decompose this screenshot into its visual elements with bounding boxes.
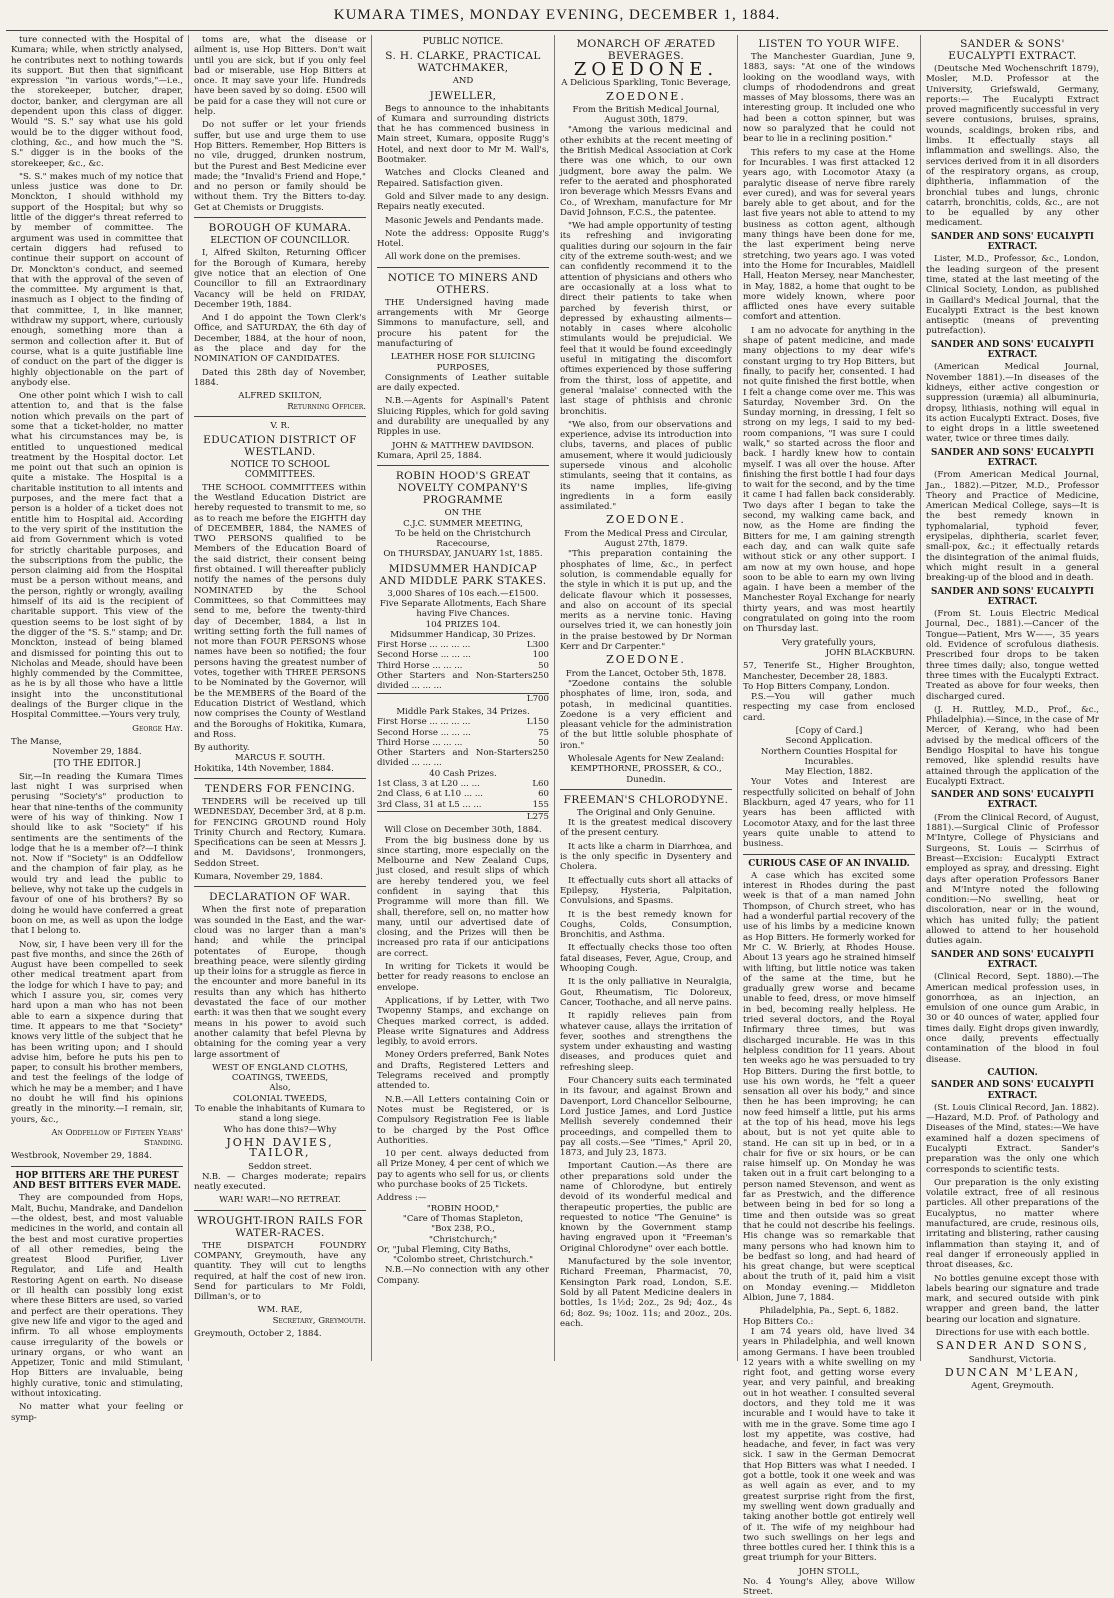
borough-heading: BOROUGH OF KUMARA.: [208, 222, 352, 235]
letter-paragraph: ture connected with the Hospital of Kumara; while, when strictly analysed, he contributes next to nothing towards its support. But then that significant expression "in various words,"—i.e., the storekeeper, butcher, draper, doctor, banker, and clergyman are all dependent upon this class of digger. Would "S. S." say what use his gold would be to the digger without food, clothing, &c., and how much the "S. S." digger is in the books of the storekeeper, &c., &c.: [11, 35, 183, 169]
prize-row: 3rd Class, 31 at L5 ... ... 155: [377, 799, 549, 810]
hop-bitters-heading: HOP BITTERS ARE THE PUREST AND BEST BITTERS EVER MADE.: [13, 1170, 181, 1192]
sander-heading: SANDER & SONS' EUCALYPTI EXTRACT.: [948, 38, 1077, 62]
ad-paragraph: Four Chancery suits each terminated in its favour, and against Brown and Davenport, Lord Chancellor Selbourne, Lord Justice James, and Lord Justice Mellish severely condemned their proceedings, and compelled them to pay all costs.—See "Times," April 20, 1873, and July 23, 1873.: [560, 1076, 732, 1159]
tailor-address: Seddon street.: [248, 1161, 312, 1172]
prize-row: First Horse ... ... ... ... L300: [377, 640, 549, 651]
divider: [194, 1210, 366, 1211]
sander-location: Sandhurst, Victoria.: [968, 1354, 1057, 1365]
letter-closing: Very gratefully yours,: [781, 637, 877, 648]
agents-city: Dunedin.: [626, 774, 666, 785]
ad-address: "Box 238, P.O.,: [431, 1224, 495, 1235]
ad-paragraph: Begs to announce to the inhabitants of Kumara and surrounding districts that he has commenced business in Main street, Kumara, opposite Rugg's Hotel, and next door to Mr M. Wall's, Bootmaker.: [377, 103, 549, 166]
education-subheading: NOTICE TO SCHOOL COMMITTEES.: [230, 460, 330, 481]
ad-paragraph: Consignments of Leather suitable are daily expected.: [377, 372, 549, 394]
column-4: [555, 35, 738, 1361]
ad-paragraph: Important Caution.—As there are other preparations sold under the name of Chlorodyne, but entirely devoid of its wonderful medical and therapeutic properties, the public are requested to notice "The Genuine" is known by the Government stamp having engraved upon it "Freeman's Original Chlorodyne" over each bottle.: [560, 1161, 732, 1254]
letter-paragraph: Sir,—In reading the Kumara Times last night I was surprised when perusing "Society's" production to hear that nine-tenths of the community were of his way of thinking. Now I should like to ask "Society" if his sentiments are the sentiments of the lodge that he is a member of?—I think not. Now if "Society" is an Oddfellow and the champion of fair play, as he would try and lead the public to believe, why not take up the cudgels in favour of one of his brothers? By so doing he would have conferred a great boon on me, as well as upon the lodge that I belong to.: [11, 771, 183, 937]
ad-paragraph: It effectually cuts short all attacks of Epilepsy, Hysteria, Palpitation, Convulsions, and Spasms.: [560, 875, 732, 907]
listen-heading: LISTEN TO YOUR WIFE.: [758, 38, 900, 50]
ad-paragraph: It is the only palliative in Neuralgia, Gout, Rheumatism, Tic Doloreux, Cancer, Toothache, and all nerve pains.: [560, 977, 732, 1008]
robin-hood-subheading: MIDSUMMER HANDICAP AND MIDDLE PARK STAKES.: [379, 562, 547, 587]
masthead: KUMARA TIMES, MONDAY EVENING, DECEMBER 1, 1884.: [6, 0, 1108, 31]
column-2: [189, 35, 372, 1361]
ad-paragraph: Applications, if by Letter, with Two Twopenny Stamps, and exchange on Cheques marked correct, is added. Please write Signatures and Address legibly, to avoid errors.: [377, 995, 549, 1048]
notice-date: Hokitika, 14th November, 1884.: [194, 763, 334, 774]
ad-paragraph: Gold and Silver made to any design. Repairs neatly executed.: [377, 191, 549, 213]
prize-table-heading: Middle Park Stakes, 34 Prizes.: [396, 706, 530, 717]
ad-text: 3,000 Shares of 10s each.—£1500.: [387, 588, 539, 599]
ad-paragraph: Manufactured by the sole inventor, Richard Freeman, Pharmacist, 70, Kensington Park road, London, S.E. Sold by all Patent Medicine dealers in bottles, 1s 1½d; 2oz., 2s 9d; 4oz., 4s 6d; 8oz. 9s; 10oz. 11s; and 20oz., 20s. each.: [560, 1257, 732, 1329]
ad-paragraph: N.B.—All Letters containing Coin or Notes must be Registered, or is Compulsory Registration Fee is liable to be charged by the Post Office Authorities.: [377, 1094, 549, 1146]
ad-paragraph: No matter what your feeling or symp-: [11, 1402, 183, 1423]
letter-recipient: To Hop Bitters Company, London.: [743, 681, 890, 692]
notice-paragraph: TENDERS will be received up till WEDNESDAY, December 3rd, at 8 p.m. for FENCING GROUND round Holy Trinity Church and Rectory, Kumara. Specifications can be seen at Messrs J. and M. Davidsons', Ironmongers, Seddon Street.: [194, 797, 366, 869]
ad-signature: WM. RAE,: [257, 1305, 303, 1316]
prize-row: 2nd Class, 6 at L10 ... ... 60: [377, 789, 549, 800]
ad-paragraph: In writing for Tickets it would be better for ready reasons to enclose an envelope.: [377, 962, 549, 993]
letter-signature: An Oddfellow of Fifteen Years' Standing.: [51, 1127, 183, 1149]
editor-heading: [TO THE EDITOR.]: [53, 759, 141, 770]
prize-total: L700: [377, 693, 549, 704]
column-1: [6, 35, 189, 1423]
chlorodyne-subheading: The Original and Only Genuine.: [576, 807, 716, 818]
prize-row: Other Starters and Non-Starters divided ... ... ... 250: [377, 748, 549, 769]
ad-paragraph: Note the address: Opposite Rugg's Hotel.: [377, 228, 549, 250]
ad-text: 104 PRIZES 104.: [425, 619, 501, 630]
sander-signature: SANDER AND SONS,: [936, 1339, 1089, 1353]
card-label: Second Application.: [785, 736, 873, 747]
letter-date: Westbrook, November 29, 1884.: [11, 1151, 152, 1162]
ad-paragraph: From the big business done by us since starting, more especially on the Melbourne and New Zealand Cups, just closed, and result slips of which are hereby tendered you, we feel confident in saying that this Programme will more than fill. We shall, therefore, sell on, no matter how many, until our advertised date of closing, and the Prizes will then be increased pro rata if our anticipations are correct.: [377, 835, 549, 959]
notice-paragraph: I, Alfred Skilton, Returning Officer for the Borough of Kumara, hereby give notice that an election of One Councillor to fill an Extraordinary Vacancy will be held on FRIDAY, December 19th, 1884.: [194, 248, 366, 310]
zoedone-heading: ZOEDONE.: [606, 89, 686, 103]
letter-signature: JOHN BLACKBURN.: [825, 647, 915, 658]
quote-paragraph: "Zoedone contains the soluble phosphates of lime, iron, soda, and potash, in medicinal quantities. Zoedone is a very efficient and pleasant vehicle for the administration of the but little soluble phosphate of iron.": [560, 678, 732, 751]
prize-table-heading: Midsummer Handicap, 30 Prizes.: [390, 629, 536, 640]
zoedone-title: ZOEDONE.: [573, 59, 719, 80]
agents-name: KEMPTHORNE, PROSSER, & CO.,: [570, 764, 722, 775]
tenders-heading: TENDERS FOR FENCING.: [204, 783, 356, 795]
ad-paragraph: (From the Clinical Record, of August, 1881).—Surgical Clinic of Professor M'Intyre, College of Physicians and Surgeons, St. Louis — Scirrhus of Breast—Excision: Eucalypti Extract employed as spray, and dressing. Eight days after operation Professors Baner and M'Intyre noted the following condition:—No swelling, heat or discoloration, near or in the wound, which has united fully; the patient allowed to attend to her household duties again.: [926, 812, 1099, 947]
ad-text: To enable the inhabitants of Kumara to stand a long siege.: [194, 1104, 366, 1125]
quote-paragraph: "We also, from our observations and experience, advise its introduction into clubs, taverns, and places of public amusement, where it would judiciously supersede vinous and alcoholic stimulants, seeing that it contains, as its name implies, life-giving ingredients in a form easily assimilated.": [560, 419, 732, 513]
divider: [194, 416, 366, 417]
notice-paragraph: THE SCHOOL COMMITTEES within the Westland Education District are hereby requested to transmit to me, so as to reach me before the EIGHTH day of DECEMBER, 1884, the NAMES of TWO PERSONS qualified to be Members of the Education Board of the said district, their consent being first obtained. I will thereafter publicly notify the names of the persons duly NOMINATED by the School Committees, so that Committees may send to me, before the twenty-third day of December, 1884, a list in writing setting forth the full names of not more than FOUR PERSONS whose names have been so notified; the four persons having the greatest number of votes, together with THREE PERSONS to be Nominated by the Governor, will be the MEMBERS of the Board of the Education District of Westland, which now comprises the County of Westland and the Boroughs of Hokitika, Kumara, and Ross.: [194, 482, 366, 740]
source-line: From the British Medical Journal, August 30th, 1879.: [572, 104, 720, 126]
letter-paragraph: One other point which I wish to call attention to, and that is the false notion which prevails on the part of some that a ticket-holder, no matter what his circumstances may be, is entitled to unquestioned medical treatment by the Hospital doctor. Let me point out that such an opinion is quite a mistake. The Hospital is a charitable institution to all intents and purposes, and the mere fact that a person is a holder of a ticket does not entitle him to Hospital aid. According to the very spirit of the institution the aid from Government which is voted for strictly charitable purposes, and the subscriptions from the public, the person claiming aid from the Hospital must be a person without means, and the person, rightly or wrongly, availing himself of its aid is the recipient of charitable support. This view of the question seems to be lost sight of by the digger of the "S. S." stamp; and Dr. Monckton, instead of being blamed and dismissed for pointing this out to Nicholas and Meade, should have been highly commended by the Committee, as he is by all those who have a little insight into the unconstitutional dealings of the Burger clique in the Hospital Committee.—Yours very truly,: [11, 391, 183, 721]
letter-date: November 29, 1884.: [52, 747, 142, 758]
divider: [194, 778, 366, 779]
sander-subheading: SANDER AND SONS' EUCALYPTI EXTRACT.: [930, 1080, 1095, 1101]
prize-row: Third Horse ... ... ... 50: [377, 737, 549, 748]
divider: [11, 1166, 183, 1167]
clarke-and: AND: [452, 76, 474, 87]
miners-heading: NOTICE TO MINERS AND OTHERS.: [387, 271, 539, 296]
source-line: From the Medical Press and Circular, August 27th, 1879.: [564, 528, 728, 550]
ad-paragraph: (J. H. Ruttley, M.D., Prof., &c., Philadelphia).—Since, in the case of Mr Mercer, of Kerang, who had been advised by the medical officers of the Bendigo Hospital to have his tongue removed, like splendid results have attained through the application of the Eucalypti Extract.: [926, 704, 1099, 787]
letter-date: Philadelphia, Pa., Sept. 6, 1882.: [759, 1306, 899, 1317]
curious-case-heading: CURIOUS CASE OF AN INVALID.: [748, 858, 910, 869]
rails-heading: WROUGHT-IRON RAILS FOR WATER-RACES.: [197, 1214, 363, 1239]
prize-row: 1st Class, 3 at L20 ... ... L60: [377, 779, 549, 790]
ad-slogan: WAR! WAR!—NO RETREAT.: [219, 1195, 341, 1206]
ad-product: LEATHER HOSE FOR SLUICING PURPOSES,: [390, 352, 536, 373]
education-heading: EDUCATION DISTRICT OF WESTLAND.: [203, 434, 357, 459]
prize-table-2: [377, 717, 549, 768]
public-notice-heading: PUBLIC NOTICE.: [422, 37, 504, 47]
monarch-heading: MONARCH OF ÆRATED BEVERAGES.: [576, 38, 716, 62]
ad-paragraph: They are compounded from Hops, Malt, Buchu, Mandrake, and Dandelion—the oldest, best, and most valuable medicines in the world, and contain all the best and most curative properties of all other remedies, being the greatest Blood Purifier, Liver Regulator, and Life and Health Restoring Agent on earth. No disease or ill health can possibly long exist where these Bitters are used, so varied and perfect are their operations. They give new life and vigor to the aged and infirm. To all whose employments cause irregularity of the bowels or urinary organs, or who want an Appetizer, Tonic and mild Stimulant, Hop Bitters are invaluable, being highly curative, tonic and stimulating, without intoxicating.: [11, 1193, 183, 1399]
divider: [377, 267, 549, 268]
ad-paragraph: (From American Medical Journal, Jan., 1882).—Pitzer, M.D., Professor Theory and Practice of Medicine, American Medical College, says—It is the best remedy known in typhomalarial, typhoid fever, erysipelas, diphtheria, scarlet fever, small-pox, &c.; it effectually retards the disintegration of the animal fluids, which might result in a general breaking-up of the blood and in death.: [926, 470, 1099, 584]
chlorodyne-heading: FREEMAN'S CHLORODYNE.: [563, 793, 729, 806]
prize-row: First Horse ... ... ... ... L150: [377, 717, 549, 728]
ad-address-label: Address :—: [377, 1193, 427, 1204]
ad-paragraph: It acts like a charm in Diarrhœa, and is the only specific in Dysentery and Cholera.: [560, 841, 732, 873]
tailor-name: JOHN DAVIES, TAILOR,: [226, 1135, 334, 1160]
ad-paragraph: THE Undersigned having made arrangements with Mr George Simmons to manufacture, sell, and procure his patent for the manufacturing of: [377, 297, 549, 349]
prize-row: Other Starters and Non-Starters divided ... ... ... 250: [377, 671, 549, 692]
ad-paragraph: Lister, M.D., Professor, &c., London, the leading surgeon of the present time, stated at the last meeting of the Clinical Society, London, as published in Gaillard's Medical Journal, that the Eucalypti Extract is the best known antiseptic (means of preventing putrefaction).: [926, 254, 1099, 337]
ad-text: C.J.C. SUMMER MEETING,: [403, 518, 523, 529]
ad-address: "ROBIN HOOD,": [426, 1203, 500, 1214]
letter-paragraph: "S. S." makes much of my notice that unless justice was done to Dr. Monckton, I should withhold my support of the Hospital; but why so little of the digger's threat referred to by member of committee. The argument was used in committee that certain diggers had refused to continue their support on account of Dr. Monckton's conduct, and seemed that with the approval of the seven of the committee. My argument is that, inasmuch as I object to the finding of that committee, I, in like manner, withdraw my support, where, curiously enough, something more than a sermon and collection after it. But of course, what is a quite justifiable line of conduct on the part of the digger is highly objectionable on the part of anybody else.: [11, 171, 183, 388]
zoedone-heading: ZOEDONE.: [606, 653, 686, 667]
article-paragraph: A case which has excited some interest in Rhodes during the past week is that of a man named John Thompson, of Church street, who has had a wonderful partial recovery of the use of his limbs by a medicine known as Hop Bitters. He formerly worked for Mr C. W. Brierly, at Rhodes House. About 13 years ago he strained himself with lifting, but little notice was taken of the same at the time, but he gradually grew worse and became unable to feed, dress, or move himself in bed, becoming really helpless. He tried several doctors, and the Royal Infirmary three times, but was discharged incurable. He was in this helpless condition for 11 years. About ten weeks ago he was persuaded to try Hop Bitters. During the first bottle, to use his own words, he "felt a queer sensation all over his body," and since then he has been improving; he can now feed himself a little, put his arms at the top of his head, move his legs about, but is not yet quite able to stand. He can sit up in bed, or in a chair for five or six hours, or be can raise himself up. On Monday he was taken out in a fruit cart belonging to a person named Stevenson, and went as far as Prestwich, and the difference between being in bed for so long a time and then outside was so great that he could not describe his feelings. His change was so remarkable that many persons who had known him to be bedfast so long, and had heard of his great change, but were sceptical about the truth of it, paid him a visit on Monday evening.— Middleton Albion, June 7, 1884.: [743, 870, 915, 1304]
ad-paragraph: Watches and Clocks Cleaned and Repaired. Satisfaction given.: [377, 168, 549, 189]
letter-paragraph: I am 74 years old, have lived 34 years in Philadelphia, and well known among Germans. I have been troubled 12 years with a white swelling on my right foot, and getting worse every year, and very painful, and breaking out in hot weather. I consulted several doctors, and they told me it was incurable and I would have to take it with me in the grave. Some time ago I lost my appetite, was costive, had headache, and fever, in fact was very sick. I saw in the German Democrat that Hop Bitters was what I needed. I got a bottle, took it one week and was as well again as ever, and to my greatest surprise right from the first, my swelling went down gradually and taking another bottle got entirely well of it. The wife of my neighbour had two such swellings on her legs and three bottles cured her. I think this is a great triumph for your Bitters.: [743, 1326, 915, 1564]
column-6: [921, 35, 1104, 1392]
ad-signature: JOHN & MATTHEW DAVIDSON.: [392, 440, 534, 451]
sander-subheading: SANDER AND SONS' EUCALYPTI EXTRACT.: [930, 339, 1095, 361]
quote-paragraph: "Among the various medicinal and other exhibits at the recent meeting of the British Medical Association at Cork there was one which, to our own judgment, bore away the palm. We refer to the aerated and phosphorated iron beverage which Messrs Evans and Co., of Wrexham, manufacture for Mr David Johnson, F.C.S., the patentee.: [560, 125, 732, 218]
ad-goods: WEST OF ENGLAND CLOTHS, COATINGS, TWEEDS,: [212, 1062, 348, 1084]
column-3: [372, 35, 555, 1361]
royal-cipher: V. R.: [270, 420, 290, 431]
ad-text: Five Separate Allotments, Each Share having Five Chances.: [379, 598, 547, 620]
letter-address: 57, Tenerife St., Higher Broughton, Manchester, December 28, 1883.: [743, 661, 915, 682]
divider: [194, 217, 366, 218]
ad-paragraph: It is the greatest medical discovery of the present century.: [560, 818, 732, 839]
ad-text: To be held on the Christchurch Racecourse,: [395, 528, 531, 550]
divider: [560, 789, 732, 790]
sander-subheading: SANDER AND SONS' EUCALYPTI EXTRACT.: [930, 231, 1095, 253]
prize-row: Second Horse ... ... ... 100: [377, 650, 549, 661]
ad-paragraph: (Deutsche Med Wochenschrift 1879), Mosler, M.D. Professor at the University, Griefswald, Germany, reports:— The Eucalypti Extract proved magnificently successful in very severe contusions, bruises, sprains, wounds, scaldings, broken ribs, and limbs. It effectually stays all inflammation and swellings. Also, the services derived from it in all disorders of the respiratory organs, as croup, diphtheria, inflammation of the bronchial tubes and lungs, chronic catarrh, bronchitis, colds, &c., are not to be equalled by any other medicament.: [926, 64, 1099, 229]
ad-signature-title: Secretary, Greymouth.: [272, 1315, 366, 1326]
column-5: [738, 35, 921, 1598]
notice-paragraph: Dated this 28th day of November, 1884.: [194, 367, 366, 388]
ad-paragraph: (American Medical Journal, November 1881).—In diseases of the kidneys, either active congestion or suppression (uræmia) all albuminuria, dropsy, lithiasis, nothing will equal in its action Eucalypti Extract. Doses, five to eight drops in a little sweetened water, twice or three times daily.: [926, 362, 1099, 445]
ad-address: "Christchurch;": [429, 1234, 497, 1245]
ad-paragraph: Money Orders preferred, Bank Notes and Drafts, Registered Letters and Telegrams received and promptly attended to.: [377, 1050, 549, 1092]
ad-paragraph: N.B. — Charges moderate; repairs neatly executed.: [194, 1171, 366, 1193]
sander-subheading: SANDER AND SONS' EUCALYPTI EXTRACT.: [930, 949, 1095, 970]
letter-place: The Manse,: [11, 736, 62, 747]
card-label: [Copy of Card.]: [795, 726, 863, 736]
card-paragraph: Your Votes and Interest are respectfully solicited on behalf of John Blackburn, aged 47 years, who for 11 years has been afflicted with Locomotor Ataxy, and for the last three years quite unable to attend to business.: [743, 777, 915, 850]
caution-heading: CAUTION.: [987, 1067, 1038, 1078]
divider: [194, 886, 366, 887]
ad-date: Kumara, April 25, 1884.: [377, 450, 482, 461]
ad-text: ON THE: [444, 508, 482, 519]
ad-text: Will Close on December 30th, 1884.: [384, 825, 542, 836]
prize-total: L275: [377, 811, 549, 822]
ad-paragraph: It effectually checks those too often fatal diseases, Fever, Ague, Croup, and Whooping Cough.: [560, 943, 732, 975]
letter-paragraph: Now, sir, I have been very ill for the past five months, and since the 26th of August have been compelled to seek other medical treatment apart from the lodge for which I have to pay; and which I assure you, sir, comes very hard upon a man who has not been able to earn a sixpence during that time. It appears to me that "Society" knows very little of the subject that he has been writing upon; and I should advise him, before he puts his pen to paper, to consult his brother members, and test the feelings of the lodge of which he may be a member; and I have no doubt he will find his opinions greatly in the minority.—I remain, sir, yours, &c.,: [11, 939, 183, 1125]
clarke-jeweller: JEWELLER,: [429, 89, 497, 102]
ad-paragraph: Do not suffer or let your friends suffer, but use and urge them to use Hop Bitters. Remember, Hop Bitters is no vile, drugged, drunken nostrum, but the Purest and Best Medicine ever made; the "Invalid's Friend and Hope," and no person or family should be without them. Try the Bitters to-day. Get at Chemists or Druggists.: [194, 120, 366, 213]
newspaper-page: [0, 31, 1114, 1598]
ad-paragraph: All work done on the premises.: [385, 252, 521, 263]
prize-table-1: [377, 640, 549, 691]
ad-paragraph: N.B.—Agents for Aspinall's Patent Sluicing Ripples, which for gold saving and durability are unequalled by any Ripples in use.: [377, 396, 549, 438]
sander-subheading: SANDER AND SONS' EUCALYPTI EXTRACT.: [930, 586, 1095, 607]
ad-paragraph: When the first note of preparation was sounded in the East, and the war-cloud was no larger than a man's hand; and while the principal potentates of Europe, though breathing peace, were silently girding up their loins for a struggle as fierce in the encounter and more baneful in its results than any which has hitherto devastated the face of our mother earth: it was then that we sought every means in his power to avoid such another calamity that befel Plevna by obtaining for the coming year a very large assortment of: [194, 905, 366, 1060]
agents-label: Wholesale Agents for New Zealand:: [567, 754, 725, 764]
sander-subheading: SANDER AND SONS' EUCALYPTI EXTRACT.: [930, 790, 1095, 811]
notice-signature-title: Returning Officer.: [287, 401, 366, 412]
notice-paragraph: And I do appoint the Town Clerk's Office, and SATURDAY, the 6th day of December, 1884, at the hour of noon, as the place and day for the NOMINATION OF CANDIDATES.: [194, 313, 366, 365]
ad-text: On THURSDAY, JANUARY 1st, 1885.: [383, 549, 543, 560]
war-heading: DECLARATION OF WAR.: [209, 891, 351, 904]
ad-address: "Care of Thomas Stapleton,: [402, 1213, 524, 1224]
letter-paragraph: The Manchester Guardian, June 9, 1883, says: "At one of the windows looking on the woodland ways, with clumps of rhododendrons and great masses of May blossoms, there was an interesting group. It included one who had been a cotton spinner, but was now so paralyzed that he could not bear to lie in a reclining position.": [743, 52, 915, 145]
prize-row: Third Horse ... ... ... 50: [377, 660, 549, 671]
agent-name: DUNCAN M'LEAN,: [944, 1365, 1081, 1379]
ad-paragraph: No bottles genuine except those with labels bearing our signature and trade mark, and secured outside with pink wrapper and green band, the latter bearing our location and signature.: [926, 1273, 1099, 1325]
zoedone-subtitle: A Delicious Sparkling, Tonic Beverage,: [561, 78, 731, 89]
letter-signature: JOHN STOLL,: [798, 1566, 860, 1577]
letter-paragraph: P.S.—You will gather much respecting my case from enclosed card.: [743, 692, 915, 723]
ad-goods: COLONIAL TWEEDS,: [232, 1093, 328, 1104]
letter-recipient: Hop Bitters Co.:: [743, 1316, 814, 1327]
notice-authority: By authority.: [194, 743, 250, 754]
ad-paragraph: 10 per cent. always deducted from all Prize Money, 4 per cent of which we pay to agents who sell for us, or clients who purchase books of 25 Tickets.: [377, 1149, 549, 1191]
notice-date: Kumara, November 29, 1884.: [194, 872, 323, 883]
letter-signature: George Hay.: [132, 723, 183, 734]
ad-paragraph: N.B.—No connection with any other Company.: [377, 1265, 549, 1286]
ad-paragraph: (From St. Louis Electric Medical Journal, Dec., 1881).—Cancer of the Tongue—Patient, Mrs W——, 35 years old. Evidence of scrofulous diathesis. Prescribed four drops to be taken three times daily; also, tongue wetted three times with the Eucalypti Extract. Treated as above for four weeks, then discharged cured.: [926, 609, 1099, 702]
robin-hood-heading: ROBIN HOOD'S GREAT NOVELTY COMPANY'S PROGRAMME: [395, 470, 531, 507]
borough-subheading: ELECTION OF COUNCILLOR.: [210, 236, 350, 247]
ad-paragraph: toms are, what the disease or ailment is, use Hop Bitters. Don't wait until you are sick, but if you only feel bad or miserable, use Hop Bitters at once. It may save your life. Hundreds have been saved by so doing. £500 will be paid for a case they will not cure or help.: [194, 35, 366, 118]
ad-paragraph: (Clinical Record, Sept. 1880).—The American medical profession uses, in gonorrhœa, as an injection, an emulsion of one ounce gum Arabic, in 30 or 40 ounces of water, applied four times daily. Eight drops given inwardly, once daily, prevents effectually contamination of the blood in foul disease.: [926, 972, 1099, 1065]
card-heading: Northern Counties Hospital for Incurables.: [760, 746, 898, 767]
notice-signature: ALFRED SKILTON,: [238, 391, 322, 402]
ad-paragraph: (St. Louis Clinical Record, Jan. 1882).—Hazard, M.D. Prof. of Pathology and Diseases of the Mind, states:—We have examined half a dozen specimens of Eucalypti Extract. Sander's preparation was the only one which corresponds to scientific tests.: [926, 1102, 1099, 1175]
card-date: May Election, 1882.: [785, 767, 873, 778]
agent-location: Agent, Greymouth.: [971, 1381, 1054, 1392]
ad-paragraph: Masonic Jewels and Pendants made.: [385, 215, 544, 226]
ad-directions: Directions for use with each bottle.: [935, 1328, 1090, 1339]
ad-paragraph: It rapidly relieves pain from whatever cause, allays the irritation of fever, soothes and strengthens the system under exhausting and wasting diseases, and produces quiet and refreshing sleep.: [560, 1011, 732, 1073]
zoedone-heading: ZOEDONE.: [606, 513, 686, 527]
ad-address: Or, "Jubal Fleming, City Baths,: [377, 1244, 511, 1255]
prize-table-heading: 40 Cash Prizes.: [429, 768, 497, 779]
letter-paragraph: This refers to my case at the Home for Incurables. I was first attacked 12 years ago, with Locomotor Ataxy (a paralytic disease of nerve fibre rarely ever cured), and was for several years barely able to get about, and for the last five years not able to attend to my business as cotton agent, although many things have been done for me, the last experiment being nerve stretching, two years ago. I was voted into the Home for Incurables, Maidlell Hall, Heaton Mersey, near Manchester, in May, 1882, a home that ought to be more widely known, where poor afflicted ones have every suitable comfort and attention.: [743, 147, 915, 323]
ad-paragraph: It is the best remedy known for Coughs, Colds, Consumption, Bronchitis, and Asthma.: [560, 909, 732, 941]
ad-also: Also,: [269, 1083, 291, 1094]
clarke-heading: S. H. CLARKE, PRACTICAL WATCHMAKER,: [385, 50, 541, 75]
prize-row: Second Horse ... ... ... 75: [377, 727, 549, 738]
quote-paragraph: "This preparation containing the phosphates of lime, &c., in perfect solution, is commendable equally for the style in which it is put up, and the delicate flavour which it possesses, and also on account of its special merits as a nervine tonic. Having ourselves tried it, we can honestly join in the praise bestowed by Dr Norman Kerr and Dr Carpenter.": [560, 549, 732, 653]
ad-text: Who has done this?—Why: [223, 1124, 337, 1135]
ad-address: "Colombo street, Christchurch.": [392, 1255, 534, 1266]
ad-paragraph: THE DISPATCH FOUNDRY COMPANY, Greymouth, have any quantity. They will cut to lengths required, at half the cost of new iron. Send for particulars to Mr Foldi, Dillman's, or to: [194, 1240, 366, 1303]
quote-paragraph: "We had ample opportunity of testing its refreshing and invigorating qualities during our sojourn in the fair city of the extreme south-west; and we can confidently recommend it to the attention of physicians and others who are occasionally at a loss what to direct their patients to take when parched by feverish thirst, or depressed by exhausting ailments—notably in cases where alcoholic stimulants would be prejudicial. We feel that it would be found exceedingly useful in mitigating the discomfort oftimes experienced by those suffering from the thirst, loss of appetite, and general 'malaise' connected with the last stage of phthisis and chronic bronchitis.: [560, 221, 732, 417]
ad-paragraph: Our preparation is the only existing volatile extract, free of all resinous particles. All other preparations of the Eucalyptus, no matter where manufactured, are crude, resinous oils, irritating and blistering, rather causing inflammation than staying it, and of real danger if erroneously applied in throat diseases, &c.: [926, 1177, 1099, 1271]
sander-subheading: SANDER AND SONS' EUCALYPTI EXTRACT.: [930, 447, 1095, 468]
letter-address: No. 4 Young's Alley, above Willow Street.: [743, 1577, 915, 1598]
prize-table-3: [377, 779, 549, 810]
divider: [377, 465, 549, 466]
letter-paragraph: I am no advocate for anything in the shape of patent medicine, and made many objections to my dear wife's constant urging to try Hop Bitters, but finally, to pacify her, consented. I had not quite finished the first bottle, when I felt a change come over me. This was Saturday, November 3rd. On the Sunday morning, in dressing, I felt so strong on my legs, I said to my bed-room companions, "I was sure I could walk," so started across the floor and back. I hardly knew how to contain myself. I was all over the house. After finishing the first bottle I had four days to wait for the second, and by the time it came I had fallen back considerably. Two days after I began to take the second, my walking came back, and now, as the Home are finding the Bitters for me, I am gaining strength each day, and can walk quite safe without stick or any other support. I am now at my own house, and hope soon to be able to earn my own living again. I have been a member of the Manchester Royal Exchange for nearly thirty years, and was most heartily congratulated on going into the room on Thursday last.: [743, 325, 915, 635]
notice-signature: MARCUS F. SOUTH.: [234, 753, 326, 764]
ad-date: Greymouth, October 2, 1884.: [194, 1329, 322, 1340]
source-line: From the Lancet, October 5th, 1878.: [565, 668, 727, 679]
divider: [743, 854, 915, 855]
